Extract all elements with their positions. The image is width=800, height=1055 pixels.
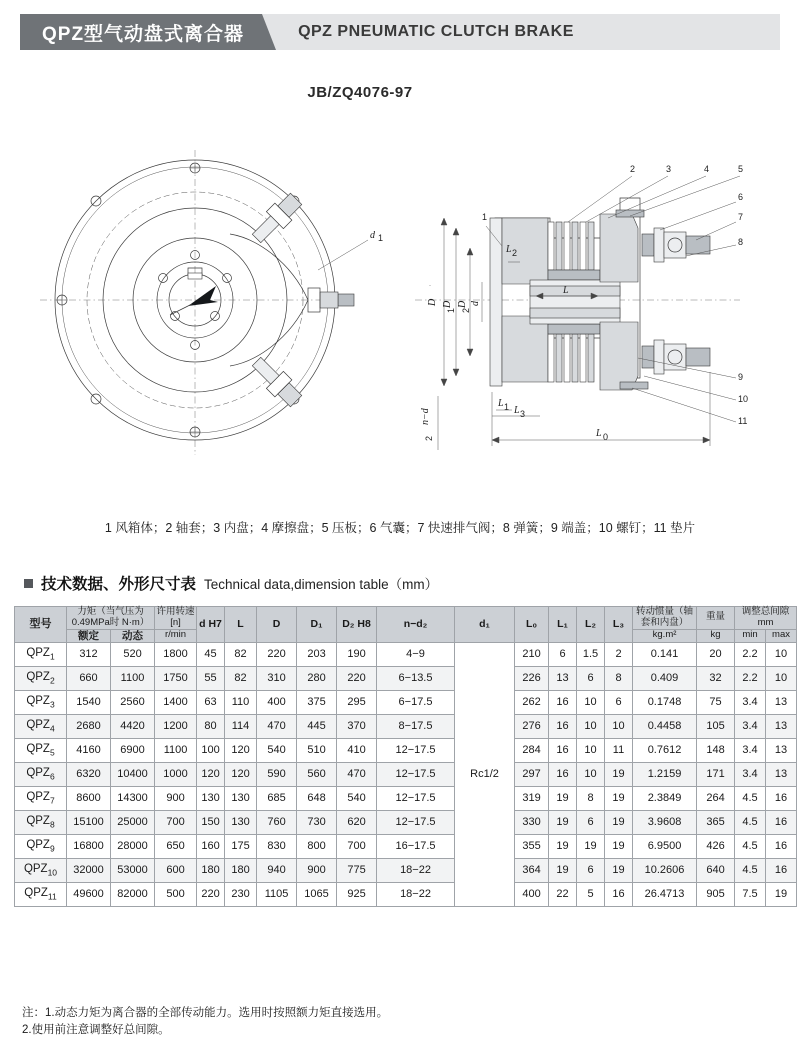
cell-D2: 295 [337,690,377,714]
th-gap-group: 调整总间隙 mm [735,607,797,630]
cell-D: 220 [257,642,297,666]
svg-text:1: 1 [482,212,488,222]
svg-text:2: 2 [424,435,434,441]
cell-speed: 600 [155,858,197,882]
table-header-row-1 [15,607,797,630]
table-row [15,810,797,834]
cell-torque-dynamic: 53000 [111,858,155,882]
cell-gap-min: 3.4 [735,762,766,786]
cell-L0: 210 [515,642,549,666]
th-weight-group: 重量 [697,607,735,630]
table-row [15,786,797,810]
cell-gap-min: 4.5 [735,858,766,882]
cell-gap-max: 16 [766,834,797,858]
cell-torque-dynamic: 520 [111,642,155,666]
cell-L3: 19 [605,786,633,810]
cell-L3: 19 [605,762,633,786]
cell-model: $QPZ_7$ [15,786,67,810]
svg-text:1: 1 [446,307,456,313]
parts-caption: 1 风箱体；2 轴套；3 内盘；4 摩擦盘；5 压板；6 气囊；7 快速排气阀；8 弹簧；9 端盖；10 螺钉；11 垫片 [104,521,696,535]
cell-L2: 10 [577,690,605,714]
cell-torque-dynamic: 25000 [111,810,155,834]
cell-d: 150 [197,810,225,834]
cell-model: $QPZ_1$ [15,642,67,666]
cell-gap-min: 4.5 [735,834,766,858]
cell-L2: 6 [577,858,605,882]
cell-L: 82 [225,666,257,690]
cell-inertia: 0.141 [633,642,697,666]
cell-inertia: 10.2606 [633,858,697,882]
cell-inertia: 0.1748 [633,690,697,714]
cell-gap-min: 3.4 [735,690,766,714]
cell-D2: 410 [337,738,377,762]
header-title-cn: QPZ型气动盘式离合器 [20,14,262,50]
cell-D: 590 [257,762,297,786]
cell-L3: 2 [605,642,633,666]
cell-L0: 276 [515,714,549,738]
technical-drawing [20,110,780,500]
svg-text:7: 7 [738,212,744,222]
cell-gap-min: 2.2 [735,666,766,690]
cell-L: 114 [225,714,257,738]
th-speed-group: 许用转速[n] [156,606,195,628]
cell-D1: 203 [297,642,337,666]
cell-inertia: 0.409 [633,666,697,690]
cell-D: 540 [257,738,297,762]
cell-d: 100 [197,738,225,762]
th-speed-unit: r/min [155,629,197,642]
bullet-square-icon [24,579,33,588]
cell-gap-max: 16 [766,858,797,882]
cell-gap-max: 13 [766,762,797,786]
cell-L3: 11 [605,738,633,762]
cell-model: $QPZ_{11}$ [15,882,67,906]
cell-L: 230 [225,882,257,906]
svg-text:L: L [563,285,569,296]
svg-text:D: D [442,300,453,308]
svg-text:D: D [427,298,438,306]
cell-n-d2: 18−22 [377,882,455,906]
th-torque-dynamic: 动态 [111,629,155,642]
cell-model: $QPZ_8$ [15,810,67,834]
cell-torque-rated: 8600 [67,786,111,810]
svg-text:L: L [514,405,520,416]
cell-torque-rated: 1540 [67,690,111,714]
cell-model: $QPZ_5$ [15,738,67,762]
cell-torque-rated: 312 [67,642,111,666]
technical-data-table [14,606,790,907]
cell-torque-rated: 15100 [67,810,111,834]
cell-n-d2: 12−17.5 [377,762,455,786]
cell-model: $QPZ_9$ [15,834,67,858]
th-gap-min: min [735,629,766,642]
cell-inertia: 0.4458 [633,714,697,738]
svg-text:10: 10 [738,394,749,404]
cell-D2: 775 [337,858,377,882]
cell-model: $QPZ_{10}$ [15,858,67,882]
cell-model: $QPZ_3$ [15,690,67,714]
svg-text:9: 9 [738,372,744,382]
th-torque-rated: 额定 [67,629,111,642]
svg-text:2: 2 [461,307,471,313]
cell-D2: 540 [337,786,377,810]
svg-text:L: L [498,398,504,409]
cell-D: 310 [257,666,297,690]
cell-inertia: 0.7612 [633,738,697,762]
cell-gap-min: 3.4 [735,738,766,762]
svg-text:4: 4 [704,164,710,174]
cell-inertia: 1.2159 [633,762,697,786]
cell-D: 940 [257,858,297,882]
cell-d: 45 [197,642,225,666]
th-weight-unit: kg [697,629,735,642]
cell-gap-min: 4.5 [735,810,766,834]
cell-L: 175 [225,834,257,858]
cell-L2: 8 [577,786,605,810]
cell-torque-rated: 2680 [67,714,111,738]
svg-text:n−d: n−d [420,408,431,425]
cell-gap-min: 4.5 [735,786,766,810]
cell-D: 685 [257,786,297,810]
cell-D1: 445 [297,714,337,738]
header-title-en: QPZ PNEUMATIC CLUTCH BRAKE [262,14,780,50]
cell-L2: 10 [577,762,605,786]
cell-gap-max: 10 [766,642,797,666]
th-L0: L₀ [515,607,549,643]
cell-L1: 16 [549,738,577,762]
cell-torque-dynamic: 4420 [111,714,155,738]
cell-D: 400 [257,690,297,714]
cell-n-d2: 6−13.5 [377,666,455,690]
cell-gap-min: 2.2 [735,642,766,666]
cell-torque-dynamic: 82000 [111,882,155,906]
cell-gap-max: 13 [766,714,797,738]
cell-L3: 19 [605,858,633,882]
front-view [40,150,383,455]
cell-L0: 262 [515,690,549,714]
th-torque-group: 力矩（当气压为0.49MPa时 N·m） [67,607,155,630]
cell-L0: 297 [515,762,549,786]
cell-D: 760 [257,810,297,834]
cell-d: 55 [197,666,225,690]
cell-D2: 925 [337,882,377,906]
table-row [15,690,797,714]
standard-code: JB/ZQ4076-97 [307,84,413,101]
cell-gap-max: 16 [766,786,797,810]
table-row [15,642,797,666]
cell-L3: 19 [605,834,633,858]
cell-speed: 900 [155,786,197,810]
cell-L0: 330 [515,810,549,834]
cell-L3: 10 [605,714,633,738]
cell-L2: 6 [577,666,605,690]
table-row [15,738,797,762]
cell-weight: 426 [697,834,735,858]
th-L3: L₃ [605,607,633,643]
svg-text:L: L [506,244,512,255]
cell-L0: 226 [515,666,549,690]
cell-torque-rated: 6320 [67,762,111,786]
cell-inertia: 26.4713 [633,882,697,906]
svg-text:3: 3 [666,164,672,174]
cell-d1-merged: Rc1/2 [455,642,515,906]
th-L2: L₂ [577,607,605,643]
th-inertia-unit: kg.m² [633,629,697,642]
svg-text:d: d [370,230,375,241]
cell-speed: 1400 [155,690,197,714]
note-line-2: 2.使用前注意调整好总间隙。 [22,1024,170,1037]
cell-d: 63 [197,690,225,714]
cell-torque-rated: 49600 [67,882,111,906]
cell-model: $QPZ_6$ [15,762,67,786]
cell-D1: 510 [297,738,337,762]
cell-D1: 375 [297,690,337,714]
cell-n-d2: 12−17.5 [377,786,455,810]
cell-inertia: 6.9500 [633,834,697,858]
cell-L1: 13 [549,666,577,690]
cell-L2: 5 [577,882,605,906]
section-title-cn: 技术数据、外形尺寸表 [41,576,197,593]
cell-weight: 32 [697,666,735,690]
cell-D: 830 [257,834,297,858]
cell-gap-max: 10 [766,666,797,690]
cell-torque-rated: 32000 [67,858,111,882]
svg-text:8: 8 [738,237,744,247]
svg-text:11: 11 [738,416,748,426]
th-n-d2: n−d₂ [377,607,455,643]
cell-L1: 16 [549,690,577,714]
cell-speed: 1000 [155,762,197,786]
cell-torque-rated: 4160 [67,738,111,762]
cell-D2: 700 [337,834,377,858]
cell-weight: 171 [697,762,735,786]
cell-L: 130 [225,786,257,810]
cell-L2: 10 [577,714,605,738]
cell-speed: 500 [155,882,197,906]
cell-weight: 640 [697,858,735,882]
svg-text:d: d [470,301,481,306]
table-row [15,714,797,738]
cell-model: $QPZ_2$ [15,666,67,690]
cell-D2: 190 [337,642,377,666]
cell-L: 82 [225,642,257,666]
table-row [15,882,797,906]
th-d-h7: d H7 [197,607,225,643]
svg-text:2: 2 [630,164,636,174]
cell-torque-dynamic: 14300 [111,786,155,810]
cell-n-d2: 12−17.5 [377,810,455,834]
cell-weight: 365 [697,810,735,834]
cell-D1: 560 [297,762,337,786]
cell-speed: 1750 [155,666,197,690]
cell-d: 120 [197,762,225,786]
th-D: D [257,607,297,643]
svg-text:L: L [596,428,602,439]
cell-D1: 730 [297,810,337,834]
cell-n-d2: 16−17.5 [377,834,455,858]
cell-n-d2: 6−17.5 [377,690,455,714]
cell-D1: 648 [297,786,337,810]
svg-text:1: 1 [378,233,384,243]
cell-d: 80 [197,714,225,738]
cell-speed: 1800 [155,642,197,666]
cell-torque-dynamic: 28000 [111,834,155,858]
cell-D: 470 [257,714,297,738]
cell-L1: 19 [549,786,577,810]
cell-L1: 22 [549,882,577,906]
table-row [15,834,797,858]
cell-L: 110 [225,690,257,714]
cell-L1: 16 [549,762,577,786]
cell-gap-max: 13 [766,690,797,714]
cell-gap-max: 16 [766,810,797,834]
svg-text:6: 6 [738,192,744,202]
cell-D2: 620 [337,810,377,834]
cell-gap-min: 7.5 [735,882,766,906]
cell-n-d2: 8−17.5 [377,714,455,738]
table-body [15,642,797,906]
cell-L: 120 [225,762,257,786]
table-row [15,762,797,786]
notes-block [22,1005,782,1040]
cell-D: 1105 [257,882,297,906]
cell-speed: 700 [155,810,197,834]
table-row [15,858,797,882]
cell-torque-dynamic: 6900 [111,738,155,762]
cell-n-d2: 4−9 [377,642,455,666]
svg-text:0: 0 [603,432,609,442]
cell-L1: 19 [549,858,577,882]
cell-L1: 6 [549,642,577,666]
cell-L2: 19 [577,834,605,858]
cell-gap-max: 13 [766,738,797,762]
cell-gap-max: 19 [766,882,797,906]
cell-D2: 370 [337,714,377,738]
cell-weight: 75 [697,690,735,714]
cell-L0: 400 [515,882,549,906]
cell-L1: 16 [549,714,577,738]
cell-torque-dynamic: 1100 [111,666,155,690]
cell-L: 130 [225,810,257,834]
cell-L0: 319 [515,786,549,810]
cell-d: 180 [197,858,225,882]
cell-n-d2: 12−17.5 [377,738,455,762]
cell-model: $QPZ_4$ [15,714,67,738]
cell-inertia: 3.9608 [633,810,697,834]
cell-d: 160 [197,834,225,858]
cell-L2: 1.5 [577,642,605,666]
th-inertia-group: 转动惯量（轴套和内盘） [633,607,697,630]
cell-D1: 1065 [297,882,337,906]
cell-L2: 6 [577,810,605,834]
cell-gap-min: 3.4 [735,714,766,738]
cell-speed: 650 [155,834,197,858]
cell-L3: 16 [605,882,633,906]
cell-D1: 900 [297,858,337,882]
cell-d: 130 [197,786,225,810]
cell-L: 120 [225,738,257,762]
th-D2-h8: D₂ H8 [337,607,377,643]
cell-D2: 470 [337,762,377,786]
cell-torque-dynamic: 2560 [111,690,155,714]
cell-L0: 355 [515,834,549,858]
cell-weight: 905 [697,882,735,906]
section-title [24,572,438,594]
cell-speed: 1200 [155,714,197,738]
page-header [20,14,780,50]
cell-torque-rated: 660 [67,666,111,690]
section-view [415,164,748,450]
cell-inertia: 2.3849 [633,786,697,810]
svg-text:5: 5 [738,164,744,174]
cell-L: 180 [225,858,257,882]
svg-text:1: 1 [504,402,510,412]
svg-text:D: D [457,300,468,308]
cell-L1: 19 [549,834,577,858]
cell-torque-rated: 16800 [67,834,111,858]
cell-weight: 20 [697,642,735,666]
cell-d: 220 [197,882,225,906]
cell-L0: 364 [515,858,549,882]
cell-D1: 280 [297,666,337,690]
th-d1: d₁ [455,607,515,643]
cell-L0: 284 [515,738,549,762]
cell-weight: 264 [697,786,735,810]
svg-text:2: 2 [512,248,518,258]
cell-weight: 105 [697,714,735,738]
cell-torque-dynamic: 10400 [111,762,155,786]
cell-L3: 8 [605,666,633,690]
cell-L3: 19 [605,810,633,834]
table-row [15,666,797,690]
th-D1: D₁ [297,607,337,643]
cell-L3: 6 [605,690,633,714]
section-title-en: Technical data,dimension table（mm） [204,577,439,592]
cell-D2: 220 [337,666,377,690]
th-L1: L₁ [549,607,577,643]
svg-text:3: 3 [520,409,526,419]
cell-speed: 1100 [155,738,197,762]
th-model: 型号 [15,607,67,643]
cell-weight: 148 [697,738,735,762]
cell-D1: 800 [297,834,337,858]
cell-n-d2: 18−22 [377,858,455,882]
note-line-1: 注：1.动态力矩为离合器的全部传动能力。选用时按照额力矩直接选用。 [22,1007,389,1019]
th-L: L [225,607,257,643]
cell-L2: 10 [577,738,605,762]
th-gap-max: max [766,629,797,642]
cell-L1: 19 [549,810,577,834]
